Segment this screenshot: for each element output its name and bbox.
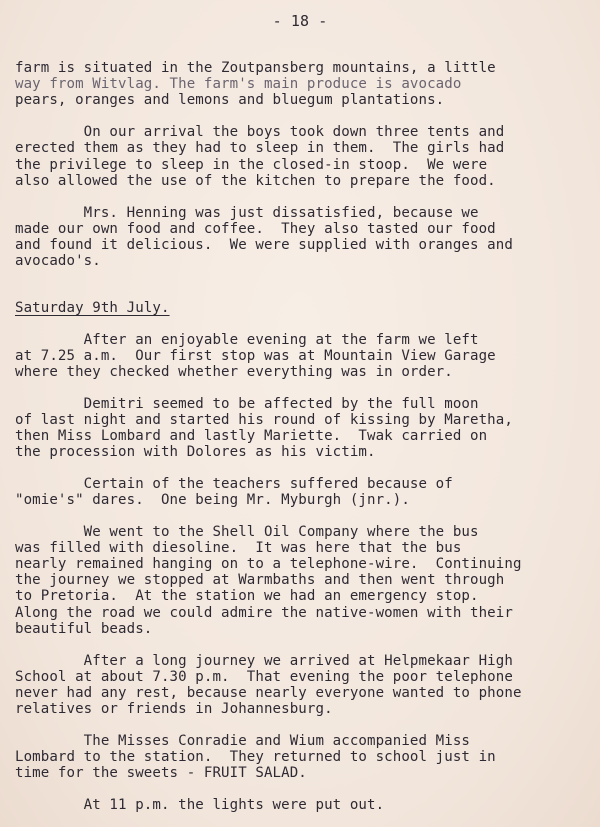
text-line: School at about 7.30 p.m. That evening the poor telephone	[15, 669, 513, 685]
text-line: way from Witvlag. The farm's main produce is avocado	[15, 76, 462, 92]
text-line: avocado's.	[15, 253, 101, 269]
page-number: - 18 -	[272, 12, 328, 30]
text-line: We went to the Shell Oil Company where the bus	[15, 524, 479, 540]
text-line: Certain of the teachers suffered because of	[15, 476, 453, 492]
text-line: The Misses Conradie and Wium accompanied Miss	[15, 733, 471, 749]
text-line: Lombard to the station. They returned to school just in	[15, 749, 496, 765]
text-line: never had any rest, because nearly everyone wanted to phone	[15, 685, 522, 701]
text-line: At 11 p.m. the lights were put out.	[15, 797, 385, 813]
text-line: then Miss Lombard and lastly Mariette. Twak carried on	[15, 428, 488, 444]
text-line: Mrs. Henning was just dissatisfied, because we	[15, 205, 479, 221]
text-line: erected them as they had to sleep in them. The girls had	[15, 140, 505, 156]
text-line: Along the road we could admire the native-women with their	[15, 605, 513, 621]
text-line: at 7.25 a.m. Our first stop was at Mountain View Garage	[15, 348, 496, 364]
text-line: pears, oranges and lemons and bluegum plantations.	[15, 92, 445, 108]
text-line: the privilege to sleep in the closed-in stoop. We were	[15, 157, 488, 173]
text-line: to Pretoria. At the station we had an emergency stop.	[15, 588, 479, 604]
text-line: After a long journey we arrived at Helpmekaar High	[15, 653, 513, 669]
text-line: and found it delicious. We were supplied with oranges and	[15, 237, 513, 253]
text-line: After an enjoyable evening at the farm we left	[15, 332, 479, 348]
text-line: where they checked whether everything was in order.	[15, 364, 453, 380]
text-line: was filled with diesoline. It was here that the bus	[15, 540, 462, 556]
text-line: "omie's" dares. One being Mr. Myburgh (jnr.).	[15, 492, 410, 508]
text-line: of last night and started his round of kissing by Maretha,	[15, 412, 513, 428]
text-line: nearly remained hanging on to a telephone-wire. Continuing	[15, 556, 522, 572]
text-line: the journey we stopped at Warmbaths and then went through	[15, 572, 505, 588]
text-line: Demitri seemed to be affected by the full moon	[15, 396, 479, 412]
text-line: beautiful beads.	[15, 621, 153, 637]
text-line: relatives or friends in Johannesburg.	[15, 701, 333, 717]
section-heading: Saturday 9th July.	[15, 300, 170, 316]
text-line: farm is situated in the Zoutpansberg mountains, a little	[15, 60, 496, 76]
text-line: time for the sweets - FRUIT SALAD.	[15, 765, 307, 781]
text-line: also allowed the use of the kitchen to prepare the food.	[15, 173, 496, 189]
text-line: the procession with Dolores as his victim.	[15, 444, 376, 460]
text-line: On our arrival the boys took down three tents and	[15, 124, 505, 140]
text-line: made our own food and coffee. They also tasted our food	[15, 221, 496, 237]
